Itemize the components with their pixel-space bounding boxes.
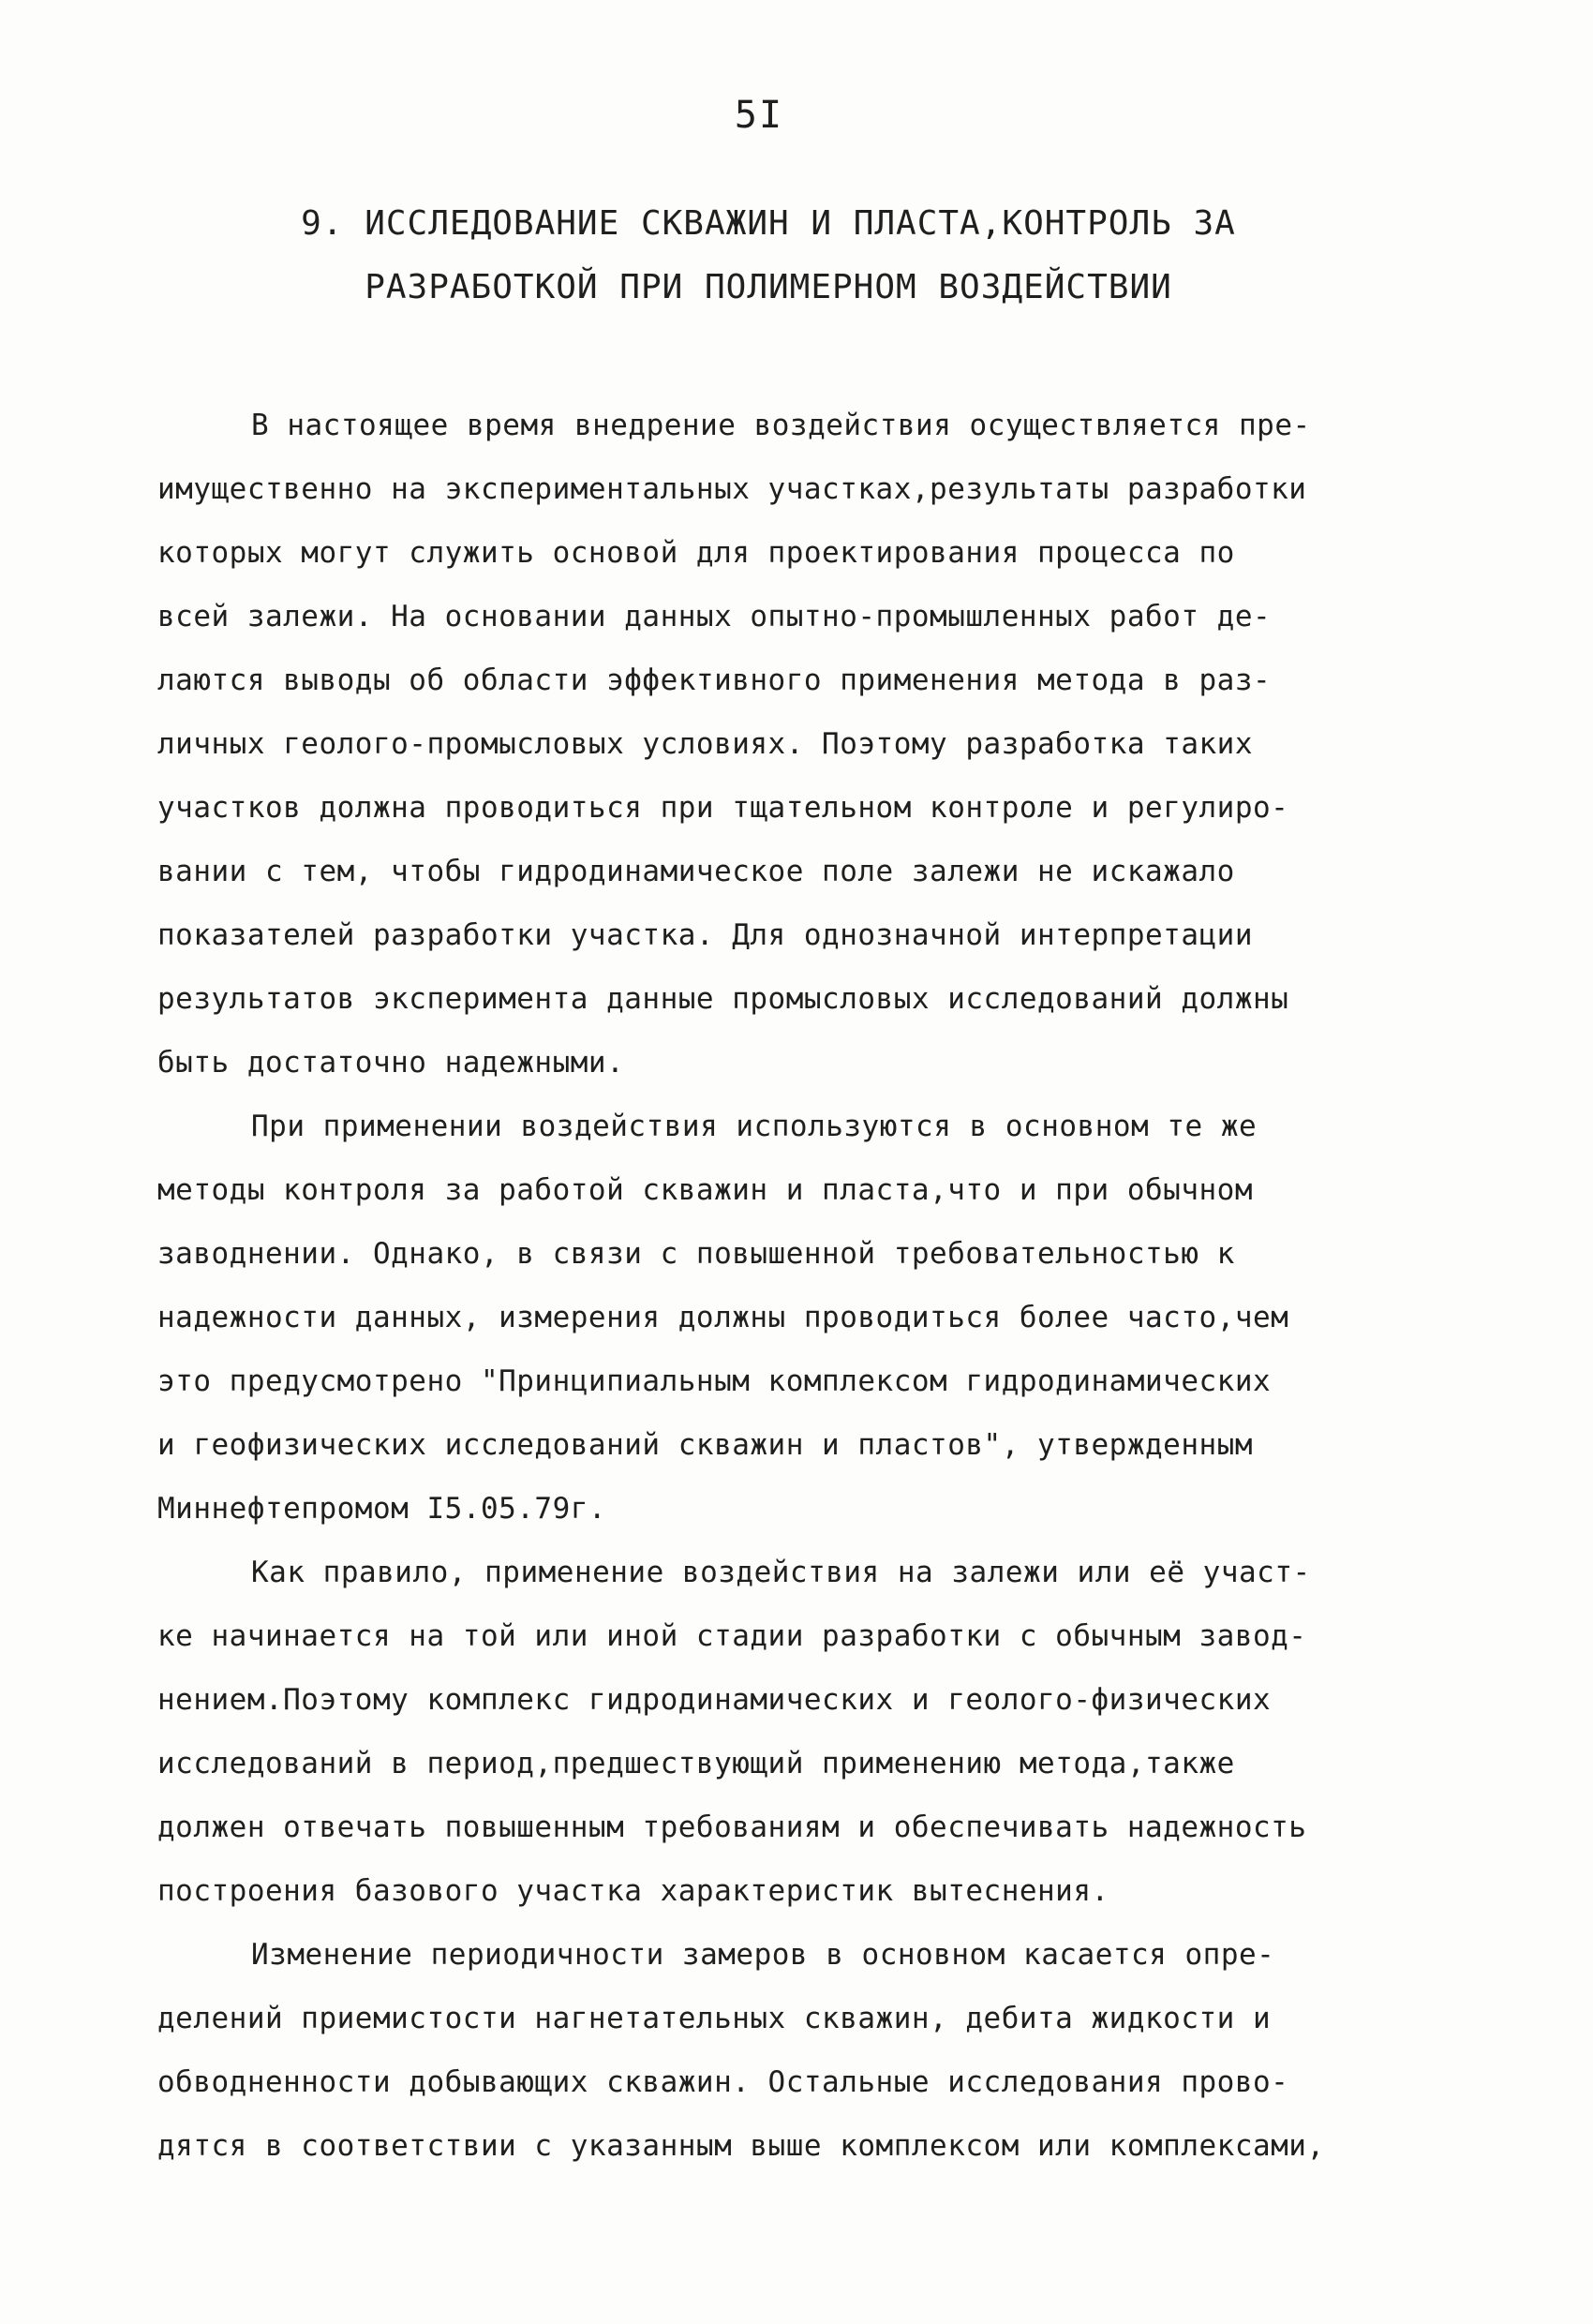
text-line: Миннефтепромом I5.05.79г. <box>157 1492 607 1526</box>
text-line: В настоящее время внедрение воздействия осуществляется пре- <box>251 409 1311 442</box>
text-line: лаются выводы об области эффективного применения метода в раз- <box>157 663 1272 697</box>
section-title <box>159 192 1377 320</box>
text-line: дятся в соответствии с указанным выше комплексом или комплексами, <box>157 2129 1325 2163</box>
text-line: заводнении. Однако, в связи с повышенной требовательностью к <box>157 1237 1235 1271</box>
document-body <box>157 394 1432 2178</box>
text-line: Изменение периодичности замеров в основном касается опре- <box>251 1938 1275 1972</box>
text-line: которых могут служить основой для проектирования процесса по <box>157 536 1235 570</box>
text-line: методы контроля за работой скважин и пласта,что и при обычном <box>157 1173 1253 1207</box>
text-line: личных геолого-промысловых условиях. Поэтому разработка таких <box>157 727 1253 761</box>
text-line: обводненности добывающих скважин. Остальные исследования прово- <box>157 2065 1289 2099</box>
text-line: всей залежи. На основании данных опытно-промышленных работ де- <box>157 600 1272 633</box>
text-line: построения базового участка характеристик вытеснения. <box>157 1874 1109 1908</box>
text-line: показателей разработки участка. Для однозначной интерпретации <box>157 918 1253 952</box>
text-line: ке начинается на той или иной стадии разработки с обычным завод- <box>157 1619 1307 1653</box>
text-line: должен отвечать повышенным требованиям и обеспечивать надежность <box>157 1810 1307 1844</box>
text-line: вании с тем, чтобы гидродинамическое поле залежи не искажало <box>157 855 1235 888</box>
paragraph-2 <box>157 1095 1432 1541</box>
text-line: исследований в период,предшествующий применению метода,также <box>157 1747 1235 1780</box>
paragraph-4 <box>157 1923 1432 2178</box>
section-title-line-2: РАЗРАБОТКОЙ ПРИ ПОЛИМЕРНОМ ВОЗДЕЙСТВИИ <box>365 268 1172 306</box>
text-line: результатов эксперимента данные промысловых исследований должны <box>157 982 1289 1016</box>
page-number: 5I <box>734 94 784 137</box>
section-title-line-1: 9. ИССЛЕДОВАНИЕ СКВАЖИН И ПЛАСТА,КОНТРОЛЬ ЗА <box>301 204 1236 243</box>
text-line: надежности данных, измерения должны проводиться более часто,чем <box>157 1301 1289 1334</box>
text-line: и геофизических исследований скважин и пластов", утвержденным <box>157 1428 1253 1462</box>
text-line: имущественно на экспериментальных участках,результаты разработки <box>157 472 1307 506</box>
text-line: это предусмотрено "Принципиальным комплексом гидродинамических <box>157 1364 1272 1398</box>
text-line: участков должна проводиться при тщательном контроле и регулиро- <box>157 791 1289 825</box>
text-line: быть достаточно надежными. <box>157 1046 625 1080</box>
text-line: Как правило, применение воздействия на залежи или её участ- <box>251 1556 1311 1589</box>
paragraph-3 <box>157 1541 1432 1923</box>
text-line: делений приемистости нагнетательных скважин, дебита жидкости и <box>157 2002 1272 2035</box>
text-line: При применении воздействия используются в основном те же <box>251 1110 1258 1143</box>
paragraph-1 <box>157 394 1432 1095</box>
text-line: нением.Поэтому комплекс гидродинамических и геолого-физических <box>157 1683 1272 1717</box>
